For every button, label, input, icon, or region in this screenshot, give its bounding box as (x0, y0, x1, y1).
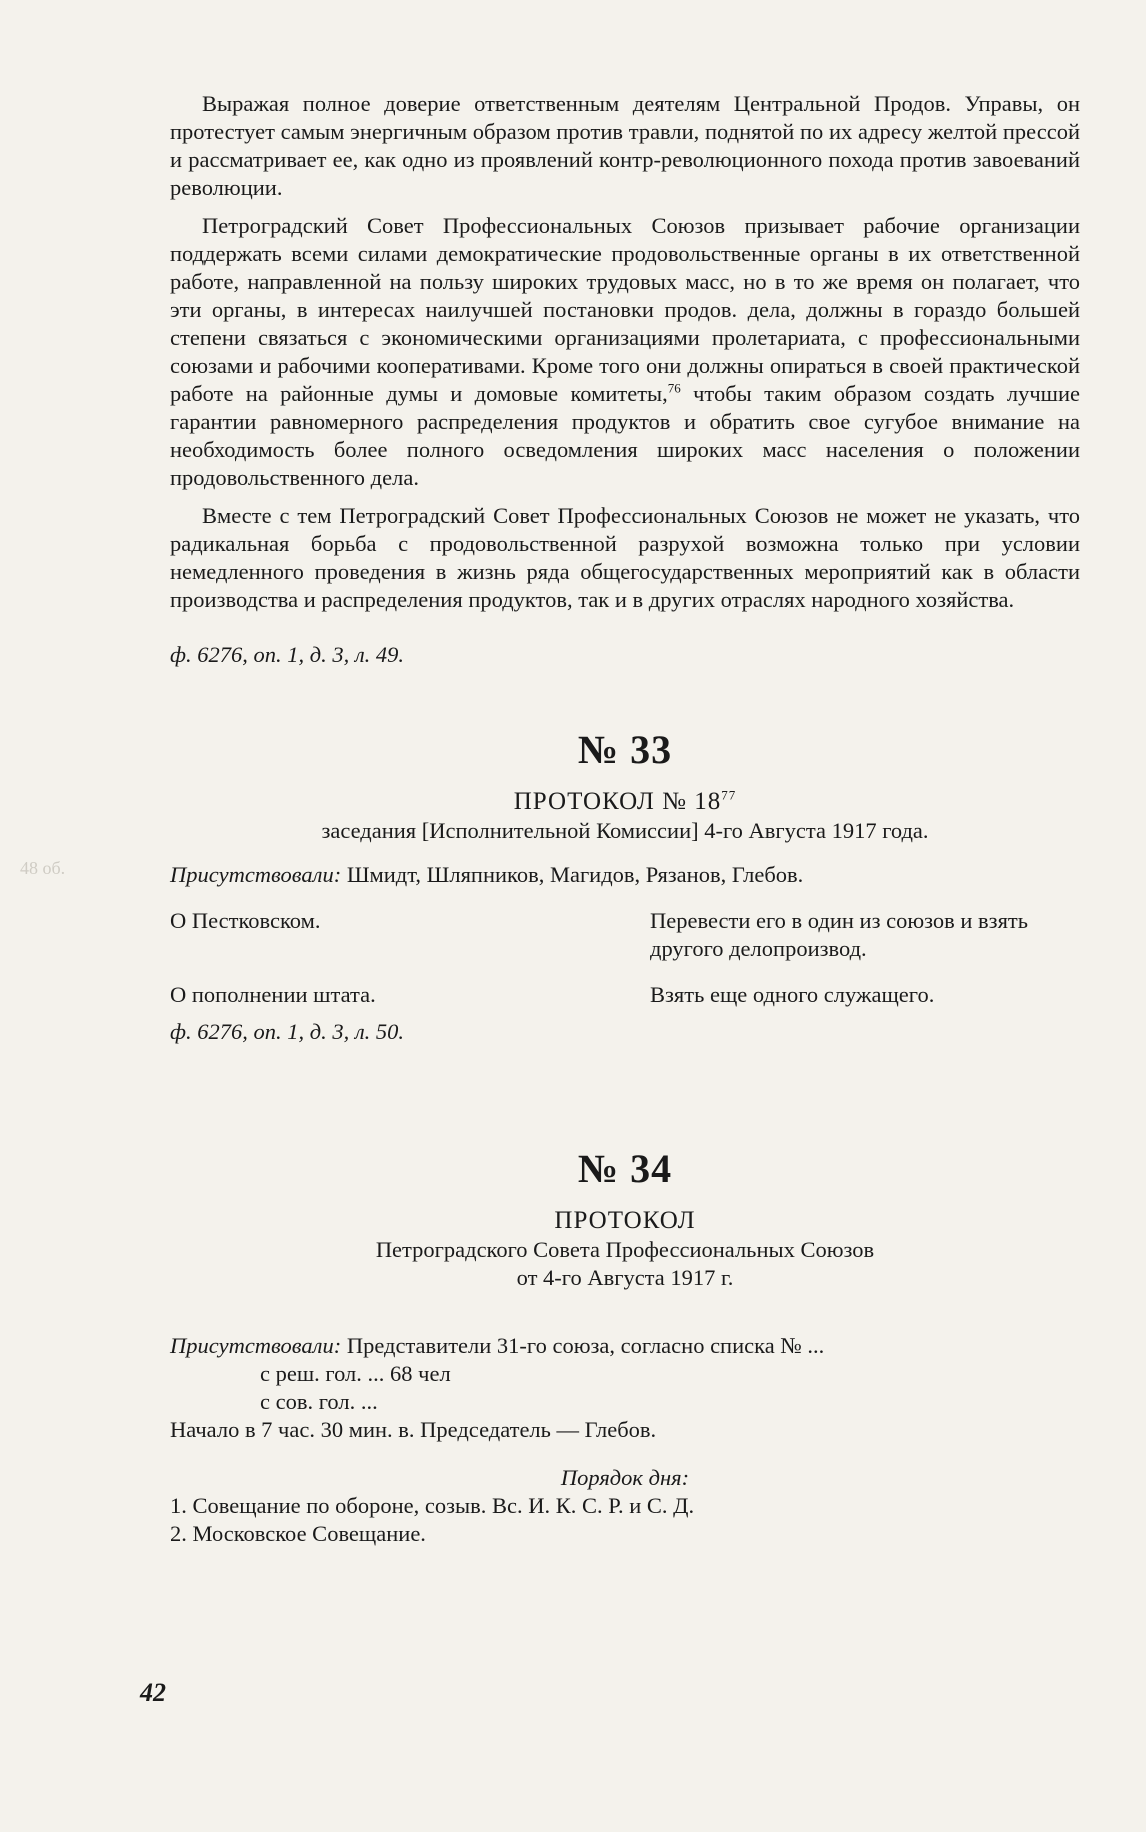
doc-33-item-1-topic: О Пестковском. (170, 908, 321, 933)
intro-paragraph-2-part-a: Петроградский Совет Профессиональных Союзов призывает рабочие организации поддержать всеми силами демократические продовольственные органы в их ответственной работе, направленной на пользу широких трудовых масс, но в то же время он полагает, что эти органы, в интересах наилучшей постановки продов. дела, должны в гораздо большей степени связаться с экономическими организациями пролетариата, с профессиональными союзами и рабочими кооперативами. Кроме того они должны опираться в своей практической работе на районные думы и домовые комитеты, (170, 213, 1080, 406)
doc-33-item-2-topic: О пополнении штата. (170, 982, 376, 1007)
doc-34-title: ПРОТОКОЛ (554, 1207, 696, 1234)
doc-34-subtitle-2: от 4-го Августа 1917 г. (516, 1265, 734, 1290)
doc-33-item-2 (170, 981, 1080, 1009)
doc-34-order-label: Порядок дня: (560, 1465, 690, 1490)
doc-34-votes-decisive: с реш. гол. ... 68 чел (260, 1361, 451, 1386)
doc-33-subtitle: заседания [Исполнительной Комиссии] 4-го Августа 1917 года. (321, 818, 929, 843)
doc-33-attend-label: Присутствовали: (170, 862, 342, 887)
doc-34-agenda-item-2: 2. Московское Совещание. (170, 1521, 426, 1546)
margin-bleed-through: 48 об. (20, 858, 66, 878)
document-body (170, 90, 1080, 1548)
doc-33-title (170, 787, 1080, 817)
doc-33-item-1 (170, 907, 1080, 963)
page-number: 42 (140, 1678, 166, 1707)
intro-paragraph-2-part-b: чтобы таким образом создать лучшие гарантии равномерного распределения продуктов и обратить свое сугубое внимание на необходимость более полного осведомления широких масс населения о положении продовольственного дела. (170, 381, 1080, 490)
doc-34-attend-text: Представители 31-го союза, согласно списка № ... (341, 1333, 825, 1358)
doc-33-attend-names: Шмидт, Шляпников, Магидов, Рязанов, Глебов. (341, 862, 804, 887)
archive-reference-49: ф. 6276, оп. 1, д. 3, л. 49. (170, 642, 405, 667)
intro-paragraph-3: Вместе с тем Петроградский Совет Профессиональных Союзов не может не указать, что радикальная борьба с продовольственной разрухой возможна только при условии немедленного проведения в жизнь ряда общегосударственных мероприятий как в области производства и распределения продуктов, так и в других отраслях народного хозяйства. (170, 503, 1080, 612)
doc-33-item-2-decision: Взять еще одного служащего. (650, 982, 935, 1007)
doc-34-start: Начало в 7 час. 30 мин. в. Председатель — Глебов. (170, 1417, 657, 1442)
archive-reference-50: ф. 6276, оп. 1, д. 3, л. 50. (170, 1019, 405, 1044)
footnote-ref-77: 77 (721, 787, 737, 803)
doc-33-attendance (170, 861, 1080, 889)
doc-34-number: № 34 (577, 1146, 673, 1191)
doc-33-item-1-decision: Перевести его в один из союзов и взять другого делопроизвод. (650, 908, 1029, 961)
intro-paragraph-1: Выражая полное доверие ответственным деятелям Центральной Продов. Управы, он протестует самым энергичным образом против травли, поднятой по их адресу желтой прессой и рассматривает ее, как одно из проявлений контр-революционного похода против завоеваний революции. (170, 91, 1080, 200)
doc-33-number: № 33 (577, 727, 673, 772)
doc-33-title-text: ПРОТОКОЛ № 18 (513, 788, 722, 815)
doc-34-subtitle-1: Петроградского Совета Профессиональных Союзов (375, 1237, 875, 1262)
doc-34-agenda-item-1: 1. Совещание по обороне, созыв. Вс. И. К. С. Р. и С. Д. (170, 1493, 695, 1518)
doc-34-attendance (170, 1332, 1080, 1360)
doc-34-votes-advisory: с сов. гол. ... (260, 1389, 378, 1414)
doc-34-attend-label: Присутствовали: (170, 1333, 342, 1358)
intro-paragraph-2 (170, 212, 1080, 492)
footnote-ref-76: 76 (667, 380, 681, 396)
